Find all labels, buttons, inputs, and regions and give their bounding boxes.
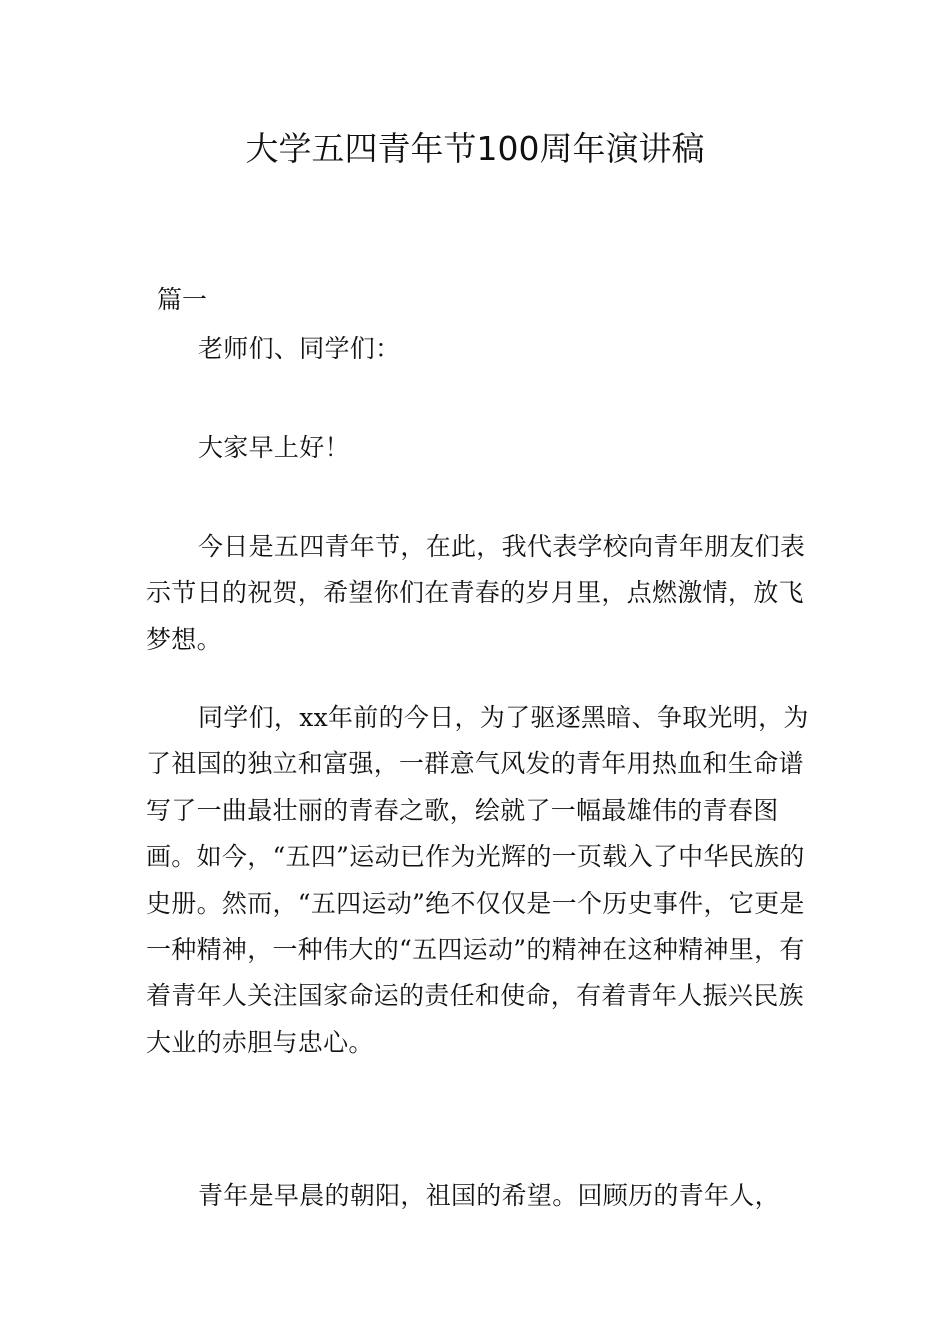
paragraph-history: 同学们，xx年前的今日，为了驱逐黑暗、争取光明，为了祖国的独立和富强，一群意气风发的青年用热血和生命谱写了一曲最壮丽的青春之歌，绘就了一幅最雄伟的青春图画。如今，“五四”运动已作为光辉的一页载入了中华民族的史册。然而，“五四运动”绝不仅仅是一个历史事件，它更是一种精神，一种伟大的“五四运动”的精神在这种精神里，有着青年人关注国家命运的责任和使命，有着青年人振兴民族大业的赤胆与忠心。 xyxy=(146,703,809,1057)
paragraph-salutation: 老师们、同学们： xyxy=(198,334,401,363)
paragraph-holiday-block xyxy=(146,524,814,663)
paragraph-morning-block xyxy=(146,425,814,471)
section-label: 篇一 xyxy=(157,285,208,314)
paragraph-youth: 青年是早晨的朝阳，祖国的希望。回顾历的青年人， xyxy=(198,1181,780,1210)
document-title: 大学五四青年节100周年演讲稿 xyxy=(245,129,705,168)
paragraph-youth-block xyxy=(146,1173,814,1219)
paragraph-history-block xyxy=(146,695,814,1066)
paragraph-greeting-block xyxy=(146,326,814,372)
paragraph-good-morning: 大家早上好！ xyxy=(198,433,350,462)
paragraph-holiday-greeting: 今日是五四青年节，在此，我代表学校向青年朋友们表示节日的祝贺，希望你们在青春的岁月里，点燃激情，放飞梦想。 xyxy=(146,532,806,654)
